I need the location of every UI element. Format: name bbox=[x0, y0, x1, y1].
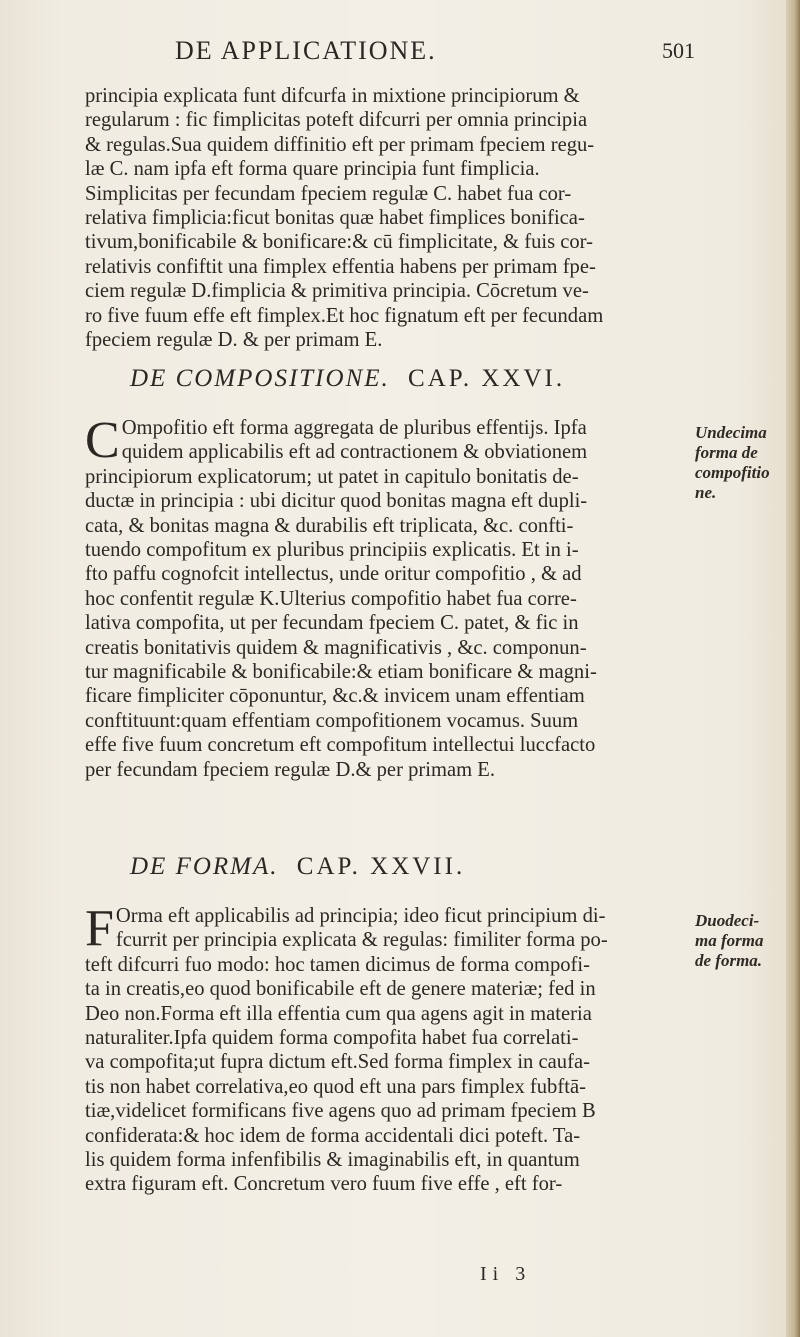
text-line: lativa compofita, ut per fecundam fpeciem C. patet, & fic in bbox=[85, 612, 579, 635]
margin-note-duodecima bbox=[695, 911, 787, 971]
paragraph-forma bbox=[85, 900, 687, 1197]
text-line: teft difcurri fuo modo: hoc tamen dicimus de forma compofi- bbox=[85, 953, 590, 976]
text-line: tuendo compofitum ex pluribus principiis explicatis. Et in i- bbox=[85, 539, 579, 562]
signature-mark: Ii 3 bbox=[480, 1263, 532, 1285]
text-line: tivum,bonificabile & bonificare:& cū fimplicitate, & fuis cor- bbox=[85, 231, 593, 254]
margin-note-undecima bbox=[695, 423, 787, 503]
drop-cap: F bbox=[85, 900, 114, 957]
drop-cap: C bbox=[85, 412, 120, 469]
text-line: læ C. nam ipfa eft forma quare principia funt fimplicia. bbox=[85, 158, 540, 181]
text-line: ta in creatis,eo quod bonificabile eft de genere materiæ; fed in bbox=[85, 978, 596, 1001]
heading-title: DE COMPOSITIONE. bbox=[130, 365, 390, 392]
text-line: tur magnificabile & bonificabile:& etiam bonificare & magni- bbox=[85, 661, 597, 684]
text-line: tis non habet correlativa,eo quod eft una pars fimplex fubftā- bbox=[85, 1075, 586, 1098]
text-line: principiorum explicatorum; ut patet in capitulo bonitatis de- bbox=[85, 465, 579, 488]
margin-note-line: forma de bbox=[695, 443, 758, 462]
page-edge bbox=[786, 0, 800, 1337]
text-line: Ompofitio eft forma aggregata de pluribus effentijs. Ipfa bbox=[121, 417, 587, 439]
paragraph-compositione bbox=[85, 412, 687, 782]
text-line: confiderata:& hoc idem de forma accidentali dici poteft. Ta- bbox=[85, 1124, 581, 1147]
margin-note-line: ma forma bbox=[695, 931, 764, 950]
text-line: creatis bonitativis quidem & magnificativis , &c. componun- bbox=[85, 636, 587, 659]
margin-note-line: ne. bbox=[695, 483, 717, 502]
text-line: naturaliter.Ipfa quidem forma compofita habet fua correlati- bbox=[85, 1027, 579, 1050]
text-line: extra figuram eft. Concretum vero fuum five effe , eft for- bbox=[85, 1173, 563, 1196]
text-line: relativis confiftit una fimplex effentia habens per primam fpe- bbox=[85, 255, 596, 278]
text-line: lis quidem forma infenfibilis & imaginabilis eft, in quantum bbox=[85, 1149, 580, 1172]
text-line: effe five fuum concretum eft compofitum intellectui luccfacto bbox=[85, 734, 596, 757]
text-line: cata, & bonitas magna & durabilis eft triplicata, &c. confti- bbox=[85, 514, 574, 537]
text-line: fto paffu cognofcit intellectus, unde oritur compofitio , & ad bbox=[85, 563, 582, 586]
margin-note-line: compofitio bbox=[695, 463, 770, 482]
text-line: Orma eft applicabilis ad principia; ideo ficut principium di- bbox=[115, 905, 606, 927]
margin-note-line: Undecima bbox=[695, 423, 767, 442]
chapter-number: CAP. XXVI. bbox=[408, 365, 566, 392]
running-head bbox=[175, 30, 695, 70]
text-line: relativa fimplicia:ficut bonitas quæ habet fimplices bonifica- bbox=[85, 207, 585, 230]
section-heading-compositione bbox=[130, 365, 690, 399]
running-head-title: DE APPLICATIONE. bbox=[175, 36, 437, 65]
text-line: hoc confentit regulæ K.Ulterius compofitio habet fua corre- bbox=[85, 587, 577, 610]
text-line: ro five fuum effe eft fimplex.Et hoc fignatum eft per fecundam bbox=[85, 304, 604, 327]
text-line: ductæ in principia : ubi dicitur quod bonitas magna eft dupli- bbox=[85, 490, 588, 513]
text-line: va compofita;ut fupra dictum eft.Sed forma fimplex in caufa- bbox=[85, 1051, 590, 1074]
text-line: fpeciem regulæ D. & per primam E. bbox=[85, 329, 383, 352]
margin-note-line: de forma. bbox=[695, 951, 763, 970]
text-line: regularum : fic fimplicitas poteft difcurri per omnia principia bbox=[85, 109, 588, 132]
text-line: Deo non.Forma eft illa effentia cum qua agens agit in materia bbox=[85, 1002, 592, 1025]
page-number: 501 bbox=[662, 38, 695, 63]
section-heading-forma bbox=[130, 853, 690, 887]
text-line: principia explicata funt difcurfa in mixtione principiorum & bbox=[85, 85, 580, 107]
text-line: per fecundam fpeciem regulæ D.& per primam E. bbox=[85, 758, 496, 781]
text-line: & regulas.Sua quidem diffinitio eft per primam fpeciem regu- bbox=[85, 133, 595, 156]
heading-title: DE FORMA. bbox=[130, 853, 279, 880]
margin-note-line: Duodeci- bbox=[695, 911, 760, 930]
text-line: fcurrit per principia explicata & regulas: fimiliter forma po- bbox=[115, 929, 608, 952]
text-line: tiæ,videlicet formificans five agens quo ad primam fpeciem B bbox=[85, 1100, 596, 1123]
text-line: quidem applicabilis eft ad contractionem & obviationem bbox=[121, 441, 588, 464]
text-line: ciem regulæ D.fimplicia & primitiva principia. Cōcretum ve- bbox=[85, 280, 589, 303]
paragraph-simplicitas bbox=[85, 84, 687, 352]
text-line: ficare fimpliciter cōponuntur, &c.& invicem unam effentiam bbox=[85, 685, 585, 708]
text-line: Simplicitas per fecundam fpeciem regulæ C. habet fua cor- bbox=[85, 182, 572, 205]
text-line: conftituunt:quam effentiam compofitionem vocamus. Suum bbox=[85, 709, 579, 732]
chapter-number: CAP. XXVII. bbox=[296, 853, 466, 880]
